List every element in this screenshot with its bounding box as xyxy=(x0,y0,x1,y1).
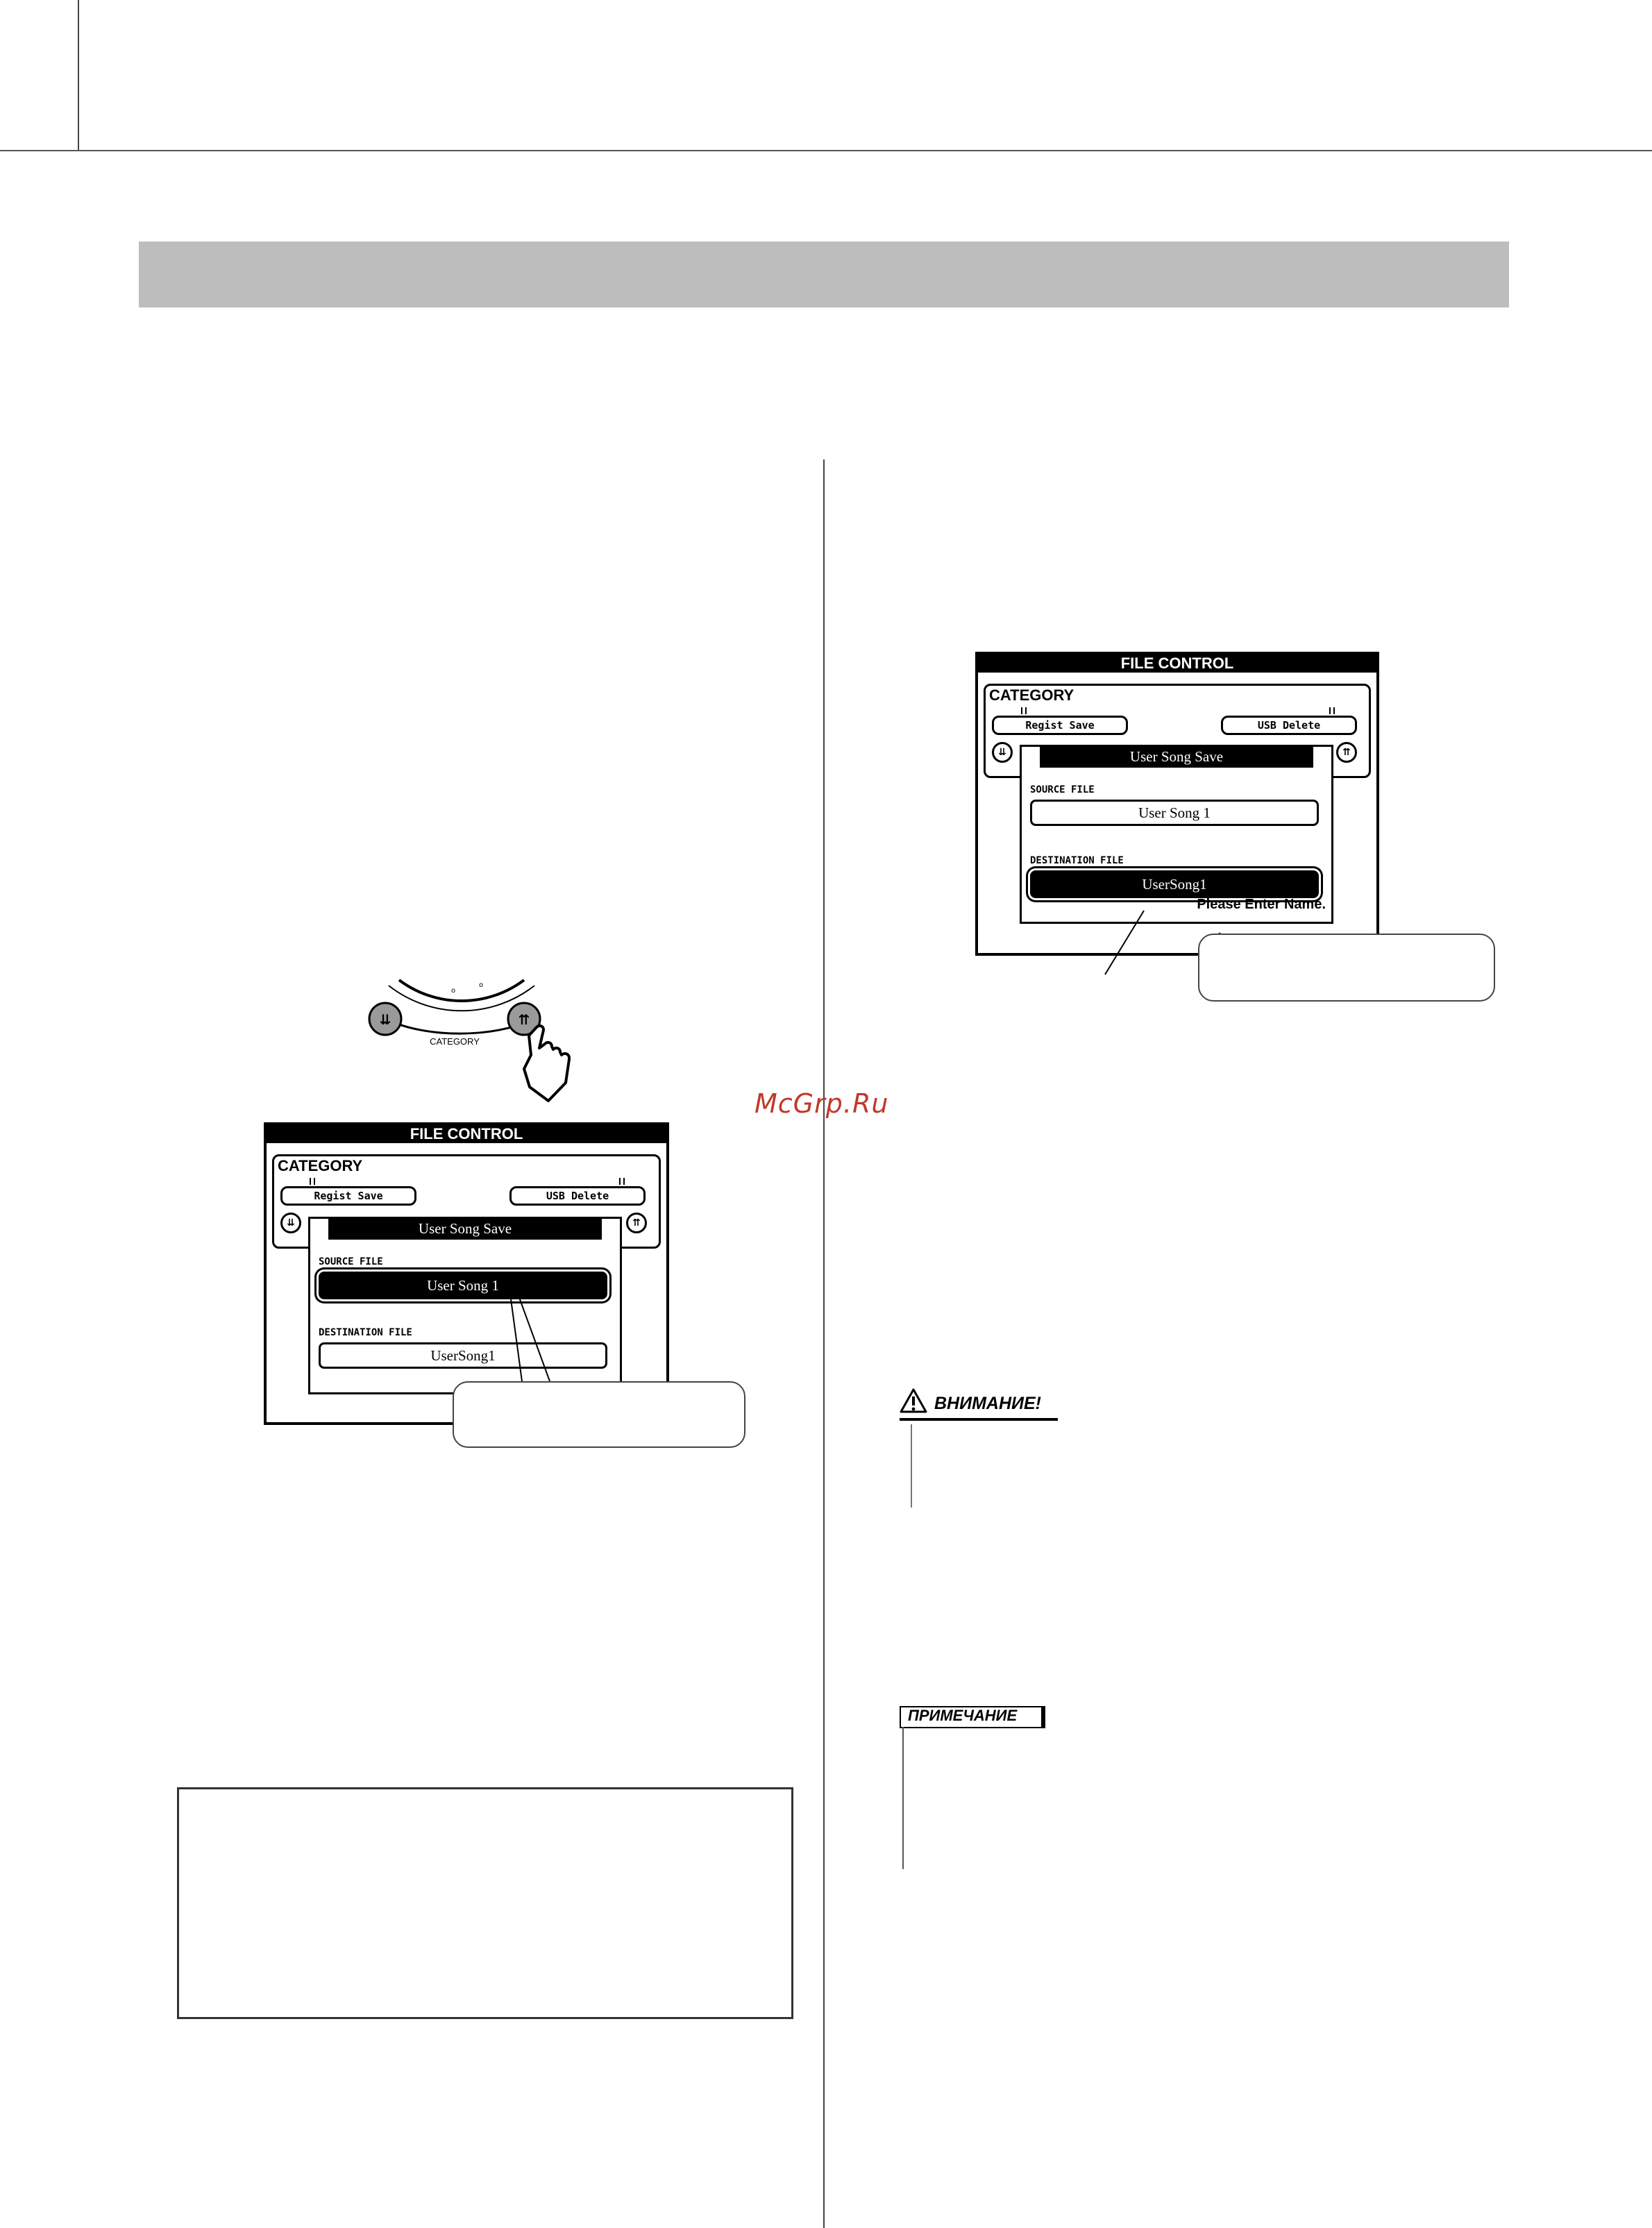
scroll-marker xyxy=(1329,707,1335,714)
lcd-title: FILE CONTROL xyxy=(978,655,1376,673)
double-chevron-up-icon[interactable]: ⇈ xyxy=(626,1213,647,1233)
destination-file-field[interactable]: UserSong1 xyxy=(319,1342,607,1369)
source-file-field[interactable]: User Song 1 xyxy=(319,1272,607,1299)
lcd-title: FILE CONTROL xyxy=(267,1125,666,1143)
source-file-label: SOURCE FILE xyxy=(319,1256,383,1267)
note-label: ПРИМЕЧАНИЕ xyxy=(908,1707,1018,1724)
source-file-field[interactable]: User Song 1 xyxy=(1030,800,1319,826)
regist-save-button[interactable]: Regist Save xyxy=(992,716,1128,735)
svg-text:o: o xyxy=(451,987,456,995)
scroll-marker xyxy=(619,1178,625,1185)
usb-delete-button[interactable]: USB Delete xyxy=(1221,716,1357,735)
category-dial-illustration xyxy=(357,972,607,1111)
user-song-save-popup xyxy=(1020,745,1333,924)
double-chevron-down-icon[interactable]: ⇊ xyxy=(992,742,1013,763)
caution-side-rule xyxy=(911,1424,912,1508)
popup-title: User Song Save xyxy=(1040,745,1313,768)
double-chevron-up-icon: ⇈ xyxy=(518,1011,530,1028)
popup-title: User Song Save xyxy=(328,1217,602,1240)
callout-box-left xyxy=(453,1381,745,1448)
svg-text:o: o xyxy=(479,981,484,989)
top-left-margin-rule xyxy=(78,0,79,150)
note-side-rule xyxy=(902,1727,904,1869)
info-box xyxy=(177,1787,793,2019)
usb-delete-button[interactable]: USB Delete xyxy=(509,1186,646,1206)
source-file-label: SOURCE FILE xyxy=(1030,784,1095,795)
regist-save-button[interactable]: Regist Save xyxy=(280,1186,416,1206)
double-chevron-up-icon[interactable]: ⇈ xyxy=(1336,742,1357,763)
watermark: McGrp.Ru xyxy=(755,1088,889,1119)
top-rule xyxy=(0,150,1652,151)
category-label: CATEGORY xyxy=(278,1157,363,1174)
callout-leader-left xyxy=(486,1277,569,1395)
user-song-save-popup xyxy=(308,1217,622,1394)
caution-underline xyxy=(900,1418,1058,1421)
svg-text:CATEGORY: CATEGORY xyxy=(430,1036,480,1047)
name-prompt: Please Enter Name. xyxy=(1197,897,1326,912)
caution-label: ВНИМАНИЕ! xyxy=(934,1394,1042,1413)
pointing-hand-icon xyxy=(524,1026,569,1101)
scroll-marker xyxy=(310,1178,315,1185)
category-label: CATEGORY xyxy=(989,686,1074,704)
callout-box-right xyxy=(1198,934,1495,1002)
scroll-marker xyxy=(1021,707,1027,714)
column-divider xyxy=(823,459,825,2228)
destination-file-label: DESTINATION FILE xyxy=(1030,855,1124,866)
lcd-file-control-left xyxy=(264,1122,669,1425)
section-header-banner xyxy=(139,242,1509,307)
destination-file-field[interactable]: UserSong1 xyxy=(1030,870,1319,898)
destination-file-label: DESTINATION FILE xyxy=(319,1327,412,1338)
double-chevron-down-icon: ⇊ xyxy=(379,1011,391,1028)
warning-triangle-icon xyxy=(900,1388,927,1413)
double-chevron-down-icon[interactable]: ⇊ xyxy=(280,1213,301,1233)
